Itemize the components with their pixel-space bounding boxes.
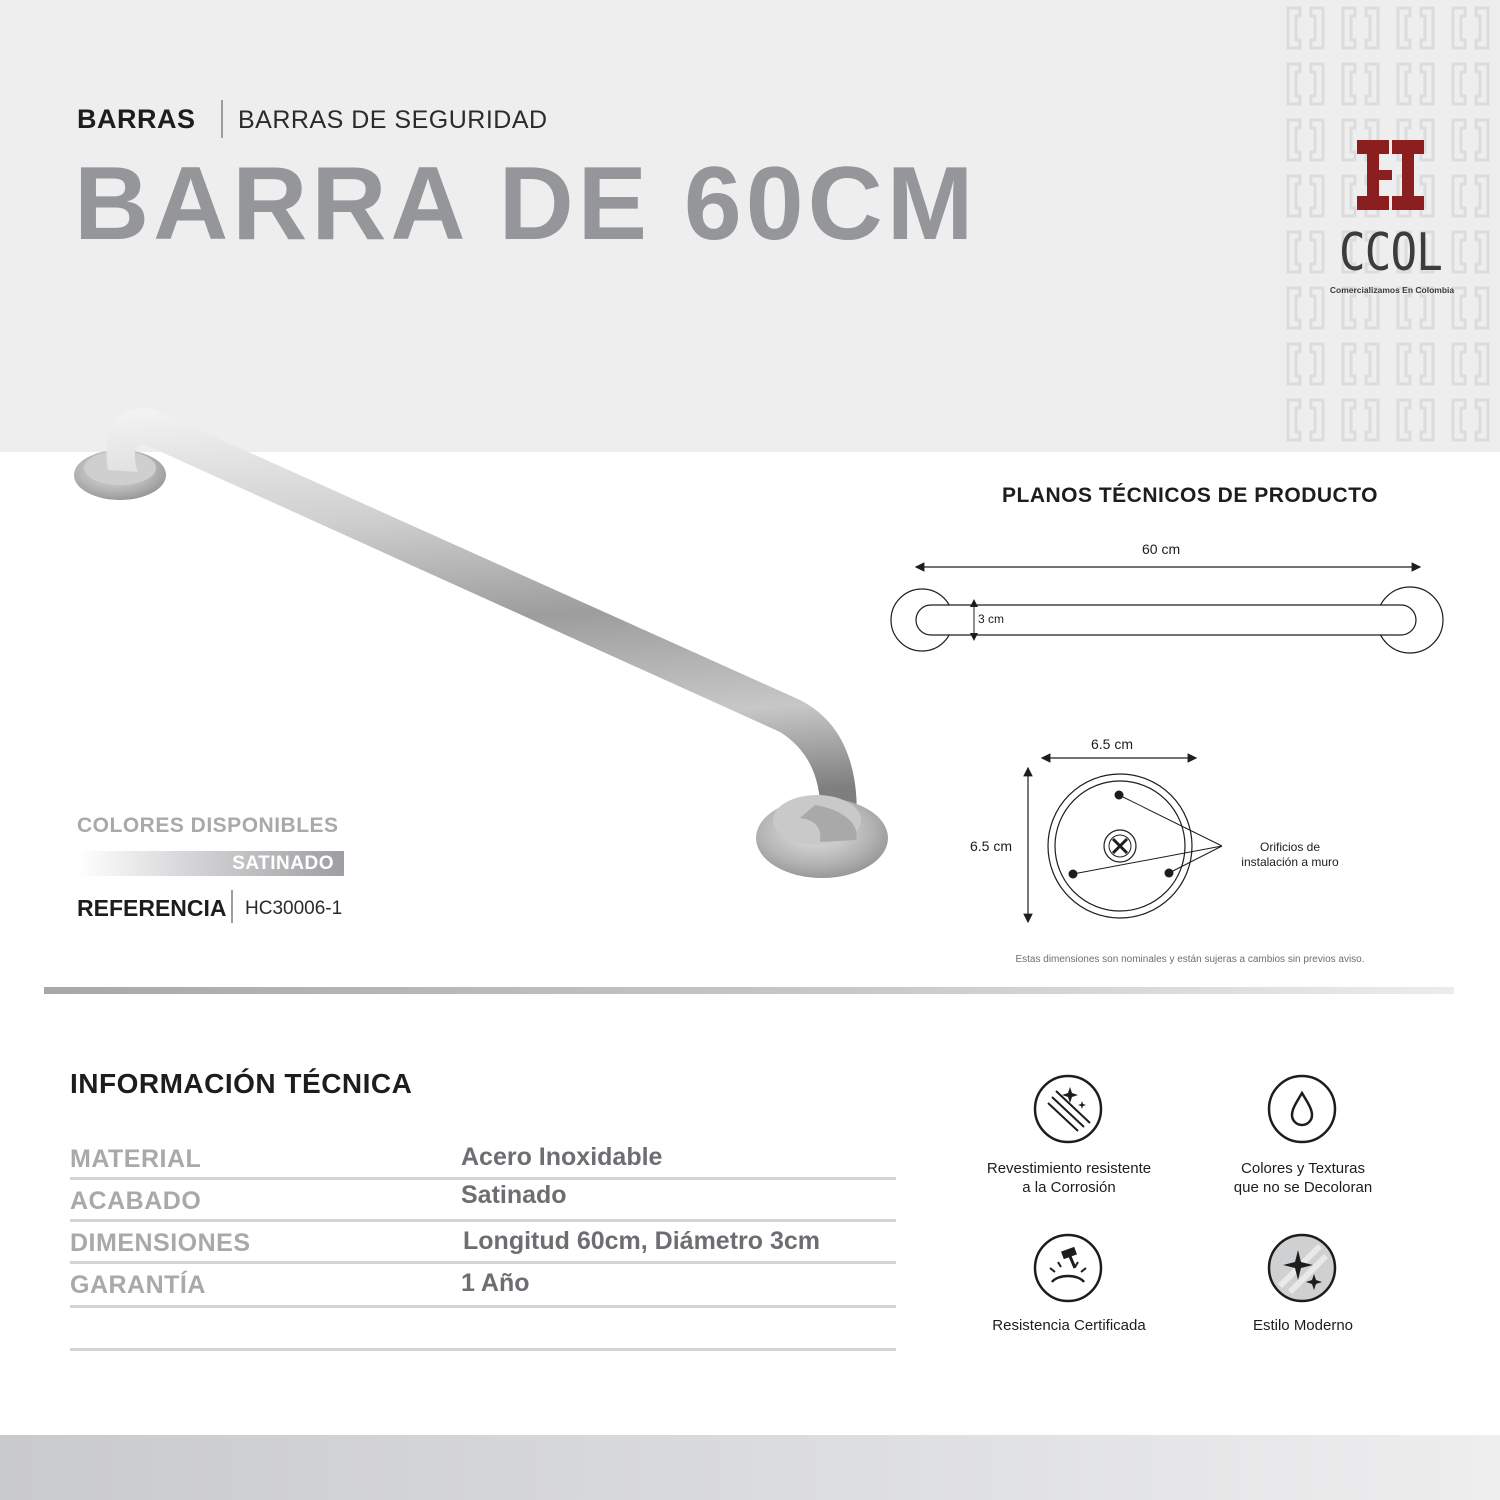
spec-value: 1 Año (461, 1269, 530, 1297)
category-separator (221, 100, 223, 138)
length-label: 60 cm (1142, 541, 1181, 557)
flange-drawing (960, 730, 1380, 940)
diameter-label: 3 cm (978, 612, 1005, 626)
feature-colors-line2: que no se Decoloran (1233, 1179, 1373, 1196)
feature-colors-line1: Colores y Texturas (1241, 1160, 1365, 1177)
plan-side-view (880, 530, 1460, 680)
spec-row-acabado (70, 1183, 896, 1222)
spec-label: MATERIAL (70, 1145, 202, 1173)
brand-tagline: Comercializamos En Colombia (1329, 285, 1455, 295)
spec-row-empty (70, 1308, 896, 1351)
holes-label-line2: instalación a muro (1241, 855, 1339, 869)
colors-title: COLORES DISPONIBLES (77, 814, 339, 837)
drop-icon (1266, 1073, 1338, 1145)
corrosion-icon (1032, 1073, 1104, 1145)
spec-row-garantia (70, 1267, 896, 1308)
brand-logo (1312, 140, 1472, 300)
holes-label-line1: Orificios de (1259, 840, 1321, 854)
spec-label: ACABADO (70, 1187, 202, 1215)
reference-label: REFERENCIA (77, 895, 227, 921)
spec-value: Longitud 60cm, Diámetro 3cm (463, 1227, 821, 1255)
category-label: BARRAS (77, 104, 196, 134)
product-title: BARRA DE 60CM (74, 146, 978, 262)
hammer-icon (1032, 1232, 1104, 1304)
flange-height-label: 6.5 cm (970, 838, 1013, 854)
feature-corrosion-line2: a la Corrosión (1022, 1179, 1116, 1196)
flange-width-label: 6.5 cm (1091, 736, 1134, 752)
feature-corrosion-line1: Revestimiento resistente (986, 1160, 1152, 1177)
spec-value: Acero Inoxidable (461, 1143, 663, 1171)
spec-value: Satinado (461, 1181, 567, 1209)
plan-flange-view (960, 730, 1380, 940)
spec-row-material (70, 1141, 896, 1180)
spec-row-dimensiones (70, 1225, 896, 1264)
subcategory-label: BARRAS DE SEGURIDAD (238, 106, 548, 134)
section-divider (44, 987, 1454, 994)
plans-disclaimer: Estas dimensiones son nominales y están sujeras a cambios sin previos aviso. (1015, 954, 1365, 965)
footer-band (0, 1435, 1500, 1500)
sparkle-icon (1266, 1232, 1338, 1304)
reference-separator (231, 890, 233, 923)
feature-style-label: Estilo Moderno (1252, 1317, 1354, 1334)
brand-name: CCOL (1339, 223, 1443, 283)
reference-value: HC30006-1 (245, 898, 343, 919)
spec-label: GARANTÍA (70, 1271, 206, 1299)
feature-resistance-label: Resistencia Certificada (992, 1317, 1146, 1334)
color-option-label: SATINADO (232, 853, 334, 874)
tech-info-title: INFORMACIÓN TÉCNICA (70, 1068, 413, 1099)
spec-label: DIMENSIONES (70, 1229, 251, 1257)
plans-title: PLANOS TÉCNICOS DE PRODUCTO (1002, 484, 1378, 507)
